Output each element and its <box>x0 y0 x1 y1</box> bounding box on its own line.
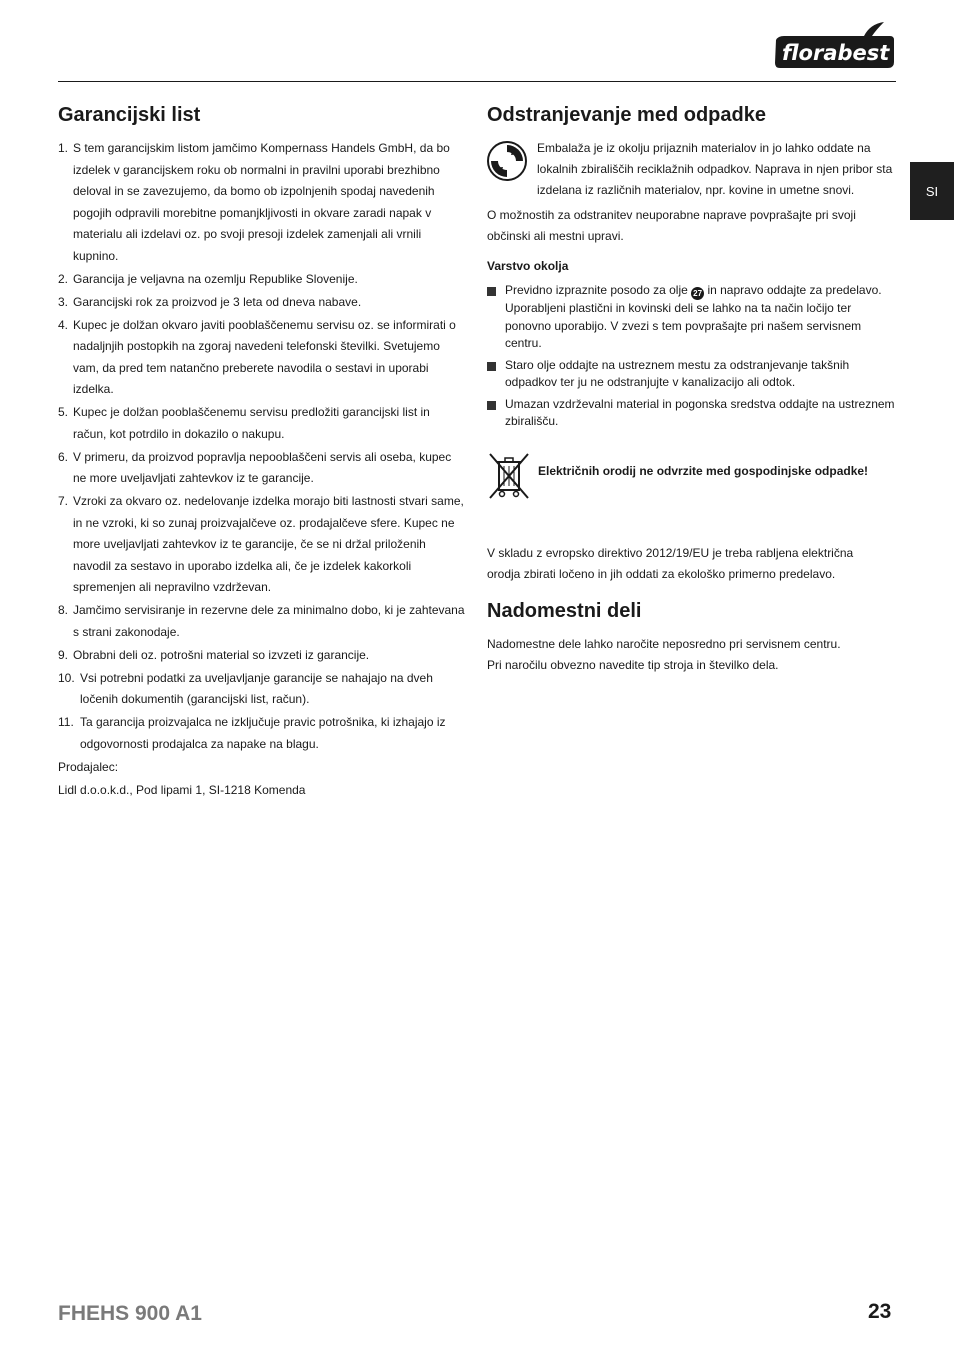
warranty-item: 11. Ta garancija proizvajalca ne izključuje pravic potrošnika, ki izhajajo iz odgovornosti prodajalca za napake na blagu. <box>58 715 446 751</box>
bullet-square-icon <box>487 362 496 371</box>
warranty-title: Garancijski list <box>58 104 201 126</box>
bin-warning-text: Električnih orodij ne odvrzite med gospodinjske odpadke! <box>538 464 869 478</box>
svg-text:florabest: florabest <box>782 41 890 65</box>
list-item: Staro olje oddajte na ustreznem mestu za odstranjevanje takšnih odpadkov ter ju ne odstranjujte v kanalizacijo ali odtok. <box>487 357 897 392</box>
language-tab: SI <box>910 162 954 220</box>
warranty-item: 6. V primeru, da proizvod popravlja nepooblaščeni servis ali oseba, kupec ne more uveljavljati zahtevkov iz te garancije. <box>58 449 452 485</box>
environment-list <box>487 282 897 435</box>
spare-parts-line-2: Pri naročilu obvezno navedite tip stroja in številko dela. <box>487 658 779 672</box>
warranty-item: 4. Kupec je dolžan okvaro javiti pooblaščenemu servisu oz. se informirati o nadaljnjih postopkih na zgoraj navedeni telefonski številki. Svetujemo vam, da pred tem natančno preberete navodila o sestavi in uporabi izdelka. <box>58 317 456 396</box>
warranty-item: 10. Vsi potrebni podatki za uveljavljanje garancije se nahajajo na dveh ločenih dokumentih (garancijski list, račun). <box>58 670 433 706</box>
disposal-title: Odstranjevanje med odpadke <box>487 104 766 126</box>
header-rule <box>58 81 896 82</box>
bullet-square-icon <box>487 401 496 410</box>
recycle-icon <box>487 140 527 182</box>
warranty-section <box>58 138 466 804</box>
warranty-item: 3. Garancijski rok za proizvod je 3 leta od dneva nabave. <box>58 294 362 309</box>
environment-title: Varstvo okolja <box>487 259 569 273</box>
seller-address: Lidl d.o.o.k.d., Pod lipami 1, SI-1218 Komenda <box>58 783 306 797</box>
seller-label: Prodajalec: <box>58 759 119 774</box>
florabest-logo <box>772 22 896 70</box>
warranty-item: 9. Obrabni deli oz. potrošni material so izvzeti iz garancije. <box>58 647 370 662</box>
spare-parts-line-1: Nadomestne dele lahko naročite neposredno pri servisnem centru. <box>487 637 841 651</box>
packaging-text: Embalaža je iz okolju prijaznih materialov in jo lahko oddate na lokalnih zbirališčih reciklažnih odpadkov. Naprava in njen pribor sta izdelana iz različnih materialov, npr. kovine in umetne snovi. <box>537 141 893 197</box>
crossed-bin-icon <box>487 452 531 500</box>
directive-text: V skladu z evropsko direktivo 2012/19/EU je treba rabljena električna orodja zbirati ločeno in jih oddati za ekološko primerno predelavo. <box>487 546 854 581</box>
list-item: Umazan vzdrževalni material in pogonska sredstva oddajte na ustreznem zbirališču. <box>487 396 897 431</box>
warranty-item: 8. Jamčimo servisiranje in rezervne dele za minimalno dobo, ki je zahtevana s strani zakonodaje. <box>58 603 465 639</box>
part-reference-badge: 27 <box>691 287 704 300</box>
warranty-item: 5. Kupec je dolžan pooblaščenemu servisu predložiti garancijski list in račun, kot potrdilo in dokazilo o nakupu. <box>58 405 430 441</box>
warranty-item: 2. Garancija je veljavna na ozemlju Republike Slovenije. <box>58 271 358 286</box>
page-number: 23 <box>868 1300 892 1323</box>
options-text: O možnostih za odstranitev neuporabne naprave povprašajte pri svoji občinski ali mestni upravi. <box>487 208 856 243</box>
bullet-square-icon <box>487 287 496 296</box>
list-item: Previdno izpraznite posodo za olje 27 in napravo oddajte za predelavo. Uporabljeni plastični in kovinski deli se lahko na ta način ločijo ter ponovno uporabijo. V zvezi s tem povprašajte pri našem servisnem centru. <box>487 282 897 353</box>
packaging-block <box>487 138 897 201</box>
spare-parts-title: Nadomestni deli <box>487 600 642 622</box>
warranty-item: 7. Vzroki za okvaro oz. nedelovanje izdelka morajo biti lastnosti stvari same, in ne vzroki, ki so zunaj proizvajalčeve oz. prodajalčeve sfere. Kupec ne more uveljavljati zahtevkov iz te garancije, če se ni držal priloženih navodil za sestavo in uporabo izdelka ali, če je izdelek kakorkoli spremenjen ali nepravilno vzdrževan. <box>58 494 464 594</box>
model-number: FHEHS 900 A1 <box>58 1302 202 1325</box>
warranty-item: 1. S tem garancijskim listom jamčimo Kompernass Handels GmbH, da bo izdelek v garancijskem roku ob normalni in pravilni uporabi brezhibno deloval in se zavezujemo, da bomo ob izpolnjenih spodaj navedenih pogojih odpravili morebitne pomanjkljivosti in okvare zaradi napak v materialu ali izdelavi oz. po svoji presoji izdelek zamenjali ali vrnili kupnino. <box>58 141 450 263</box>
